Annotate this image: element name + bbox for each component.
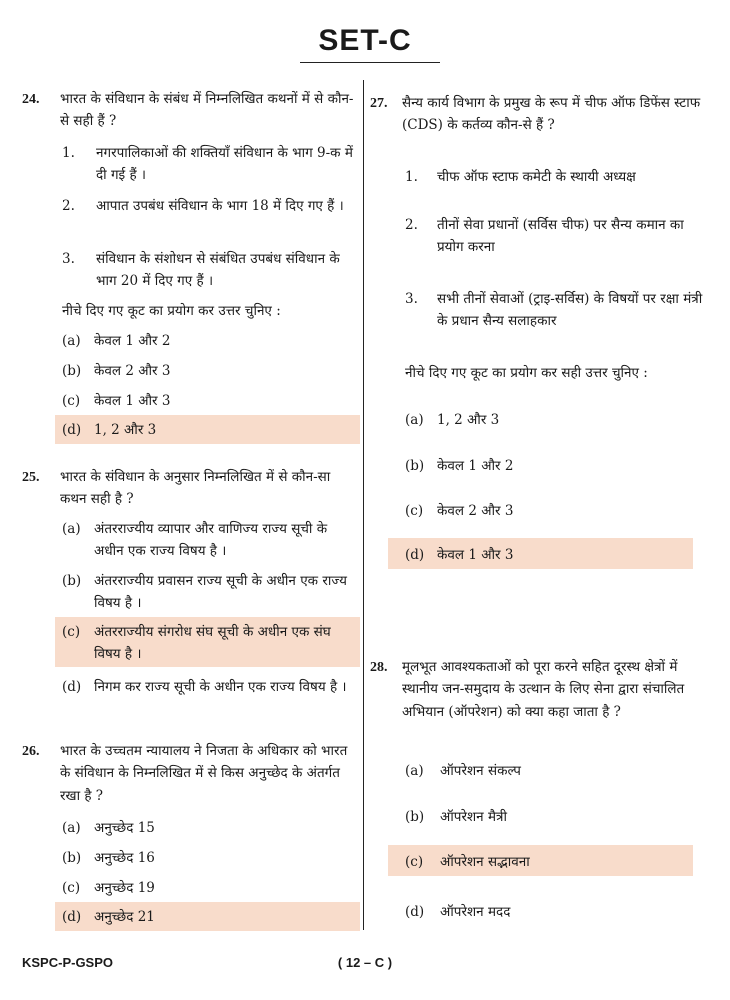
question-number: 25. [22,470,40,485]
option-b[interactable]: (b) अनुच्छेद 16 [62,850,155,866]
option-a[interactable]: (a) ऑपरेशन संकल्प [405,763,521,779]
column-divider [363,80,364,930]
question-text: भारत के संविधान के संबंध में निम्नलिखित कथनों में से कौन-से सही हैं ? [60,91,354,130]
page-number: ( 12 – C ) [337,955,393,970]
option-c-highlighted[interactable]: (c) अंतरराज्यीय संगरोध संघ सूची के अधीन एक संघ विषय है । [55,617,360,667]
question-text: मूलभूत आवश्यकताओं को पूरा करने सहित दूरस्थ क्षेत्रों में स्थानीय जन-समुदाय के उत्थान के लिए सेना द्वारा संचालित अभियान (ऑपरेशन) को क्या कहा जाता है ? [402,659,685,720]
question-number: 24. [22,92,40,107]
option-c[interactable]: (c) केवल 2 और 3 [405,503,514,519]
option-d-highlighted[interactable]: (d) 1, 2 और 3 [55,415,360,444]
option-b[interactable]: (b) केवल 2 और 3 [62,363,171,379]
question-text: भारत के संविधान के अनुसार निम्नलिखित में से कौन-सा कथन सही है ? [60,469,331,508]
question-number: 26. [22,744,40,759]
question-text: भारत के उच्चतम न्यायालय ने निजता के अधिकार को भारत के संविधान के निम्नलिखित में से किस अनुच्छेद के अंतर्गत रखा है ? [60,743,348,804]
option-b[interactable]: (b) केवल 1 और 2 [405,458,514,474]
option-c[interactable]: (c) केवल 1 और 3 [62,393,171,409]
instruction: नीचे दिए गए कूट का प्रयोग कर उत्तर चुनिए : [62,303,281,319]
title-underline [300,62,440,63]
set-title: SET-C [318,24,412,57]
question-text: सैन्य कार्य विभाग के प्रमुख के रूप में चीफ ऑफ डिफेंस स्टाफ (CDS) के कर्तव्य कौन-से हैं ? [402,95,701,134]
instruction: नीचे दिए गए कूट का प्रयोग कर सही उत्तर चुनिए : [405,365,648,381]
option-d[interactable]: (d) ऑपरेशन मदद [405,904,511,920]
question-number: 27. [370,96,388,111]
question-number: 28. [370,660,388,675]
option-a[interactable]: (a) 1, 2 और 3 [405,412,500,428]
option-b[interactable]: (b) ऑपरेशन मैत्री [405,809,507,825]
paper-code: KSPC-P-GSPO [22,955,114,970]
option-d-highlighted[interactable]: (d) केवल 1 और 3 [388,538,693,569]
option-c[interactable]: (c) अनुच्छेद 19 [62,880,155,896]
exam-page: SET-C 24. भारत के संविधान के संबंध में निम्नलिखित कथनों में से कौन-से सही हैं ? 1. नगरपालिकाओं की शक्तियाँ संविधान के भाग 9-क में दी गई हैं । 2. आपात उपबंध संविधान के भाग 18 में दिए गए हैं । 3. संविधान के संशोधन से संबंधित उपबंध संविधान के भाग 20 में दिए गए हैं । नीचे दिए गए कूट का प्रयोग कर उत्तर चुनिए : (a) केवल 1 और 2 (b) केवल 2 और 3 (c) केवल 1 और 3 (d) 1, 2 और 3 25. भारत के संविधान के अनुसार निम्नलिखित में से कौन-सा कथन सही है ? (a) अंतरराज्यीय व्यापार और वाणिज्य राज्य सूची के अधीन एक राज्य विषय है । (b) अंतरराज्यीय प्रवासन राज्य सूची के अधीन एक राज्य विषय है । (c) अंतरराज्यीय संगरोध संघ सूची के अधीन एक संघ विषय है । (d) निगम कर राज्य सूची के अधीन एक राज्य विषय है । 26. भारत के उच्चतम न्यायालय ने निजता के अधिकार को भारत के संविधान के निम्नलिखित में से किस अनुच्छेद के अंतर्गत रखा है ? (a) अनुच्छेद 15 (b) अनुच्छेद 16 (c) अनुच्छेद 19 (d) अनुच्छेद 21 27. सैन्य कार्य विभाग के प्रमुख के रूप में चीफ ऑफ डिफेंस स्टाफ (CDS) के कर्तव्य कौन-से हैं ? 1. चीफ ऑफ स्टाफ कमेटी के स्थायी अध्यक्ष 2. तीनों सेवा प्रधानों (सर्विस चीफ) पर सैन्य कमान का प्रयोग करना 3. सभी तीनों सेवाओं (ट्राइ-सर्विस) के विषयों पर रक्षा मंत्री के प्रधान सैन्य सलाहकार नीचे दिए गए कूट का प्रयोग कर सही उत्तर चुनिए : (a) 1, 2 और 3 (b) केवल 1 और 2 (c) केवल 2 और 3 (d) केवल 1 और 3 28. मूलभूत आवश्यकताओं को पूरा करने सहित दूरस्थ क्षेत्रों में स्थानीय जन-समुदाय के उत्थान के लिए सेना द्वारा संचालित अभियान (ऑपरेशन) को क्या कहा जाता है ? (a) ऑपरेशन संकल्प (b) ऑपरेशन मैत्री (c) ऑपरेशन सद्भावना (d) ऑपरेशन मदद KSPC-P-GSPO ( 12 – C ) [0,0,730,1000]
option-c-highlighted[interactable]: (c) ऑपरेशन सद्भावना [388,845,693,876]
option-a[interactable]: (a) अनुच्छेद 15 [62,820,155,836]
option-a[interactable]: (a) केवल 1 और 2 [62,333,171,349]
option-d-highlighted[interactable]: (d) अनुच्छेद 21 [55,902,360,931]
